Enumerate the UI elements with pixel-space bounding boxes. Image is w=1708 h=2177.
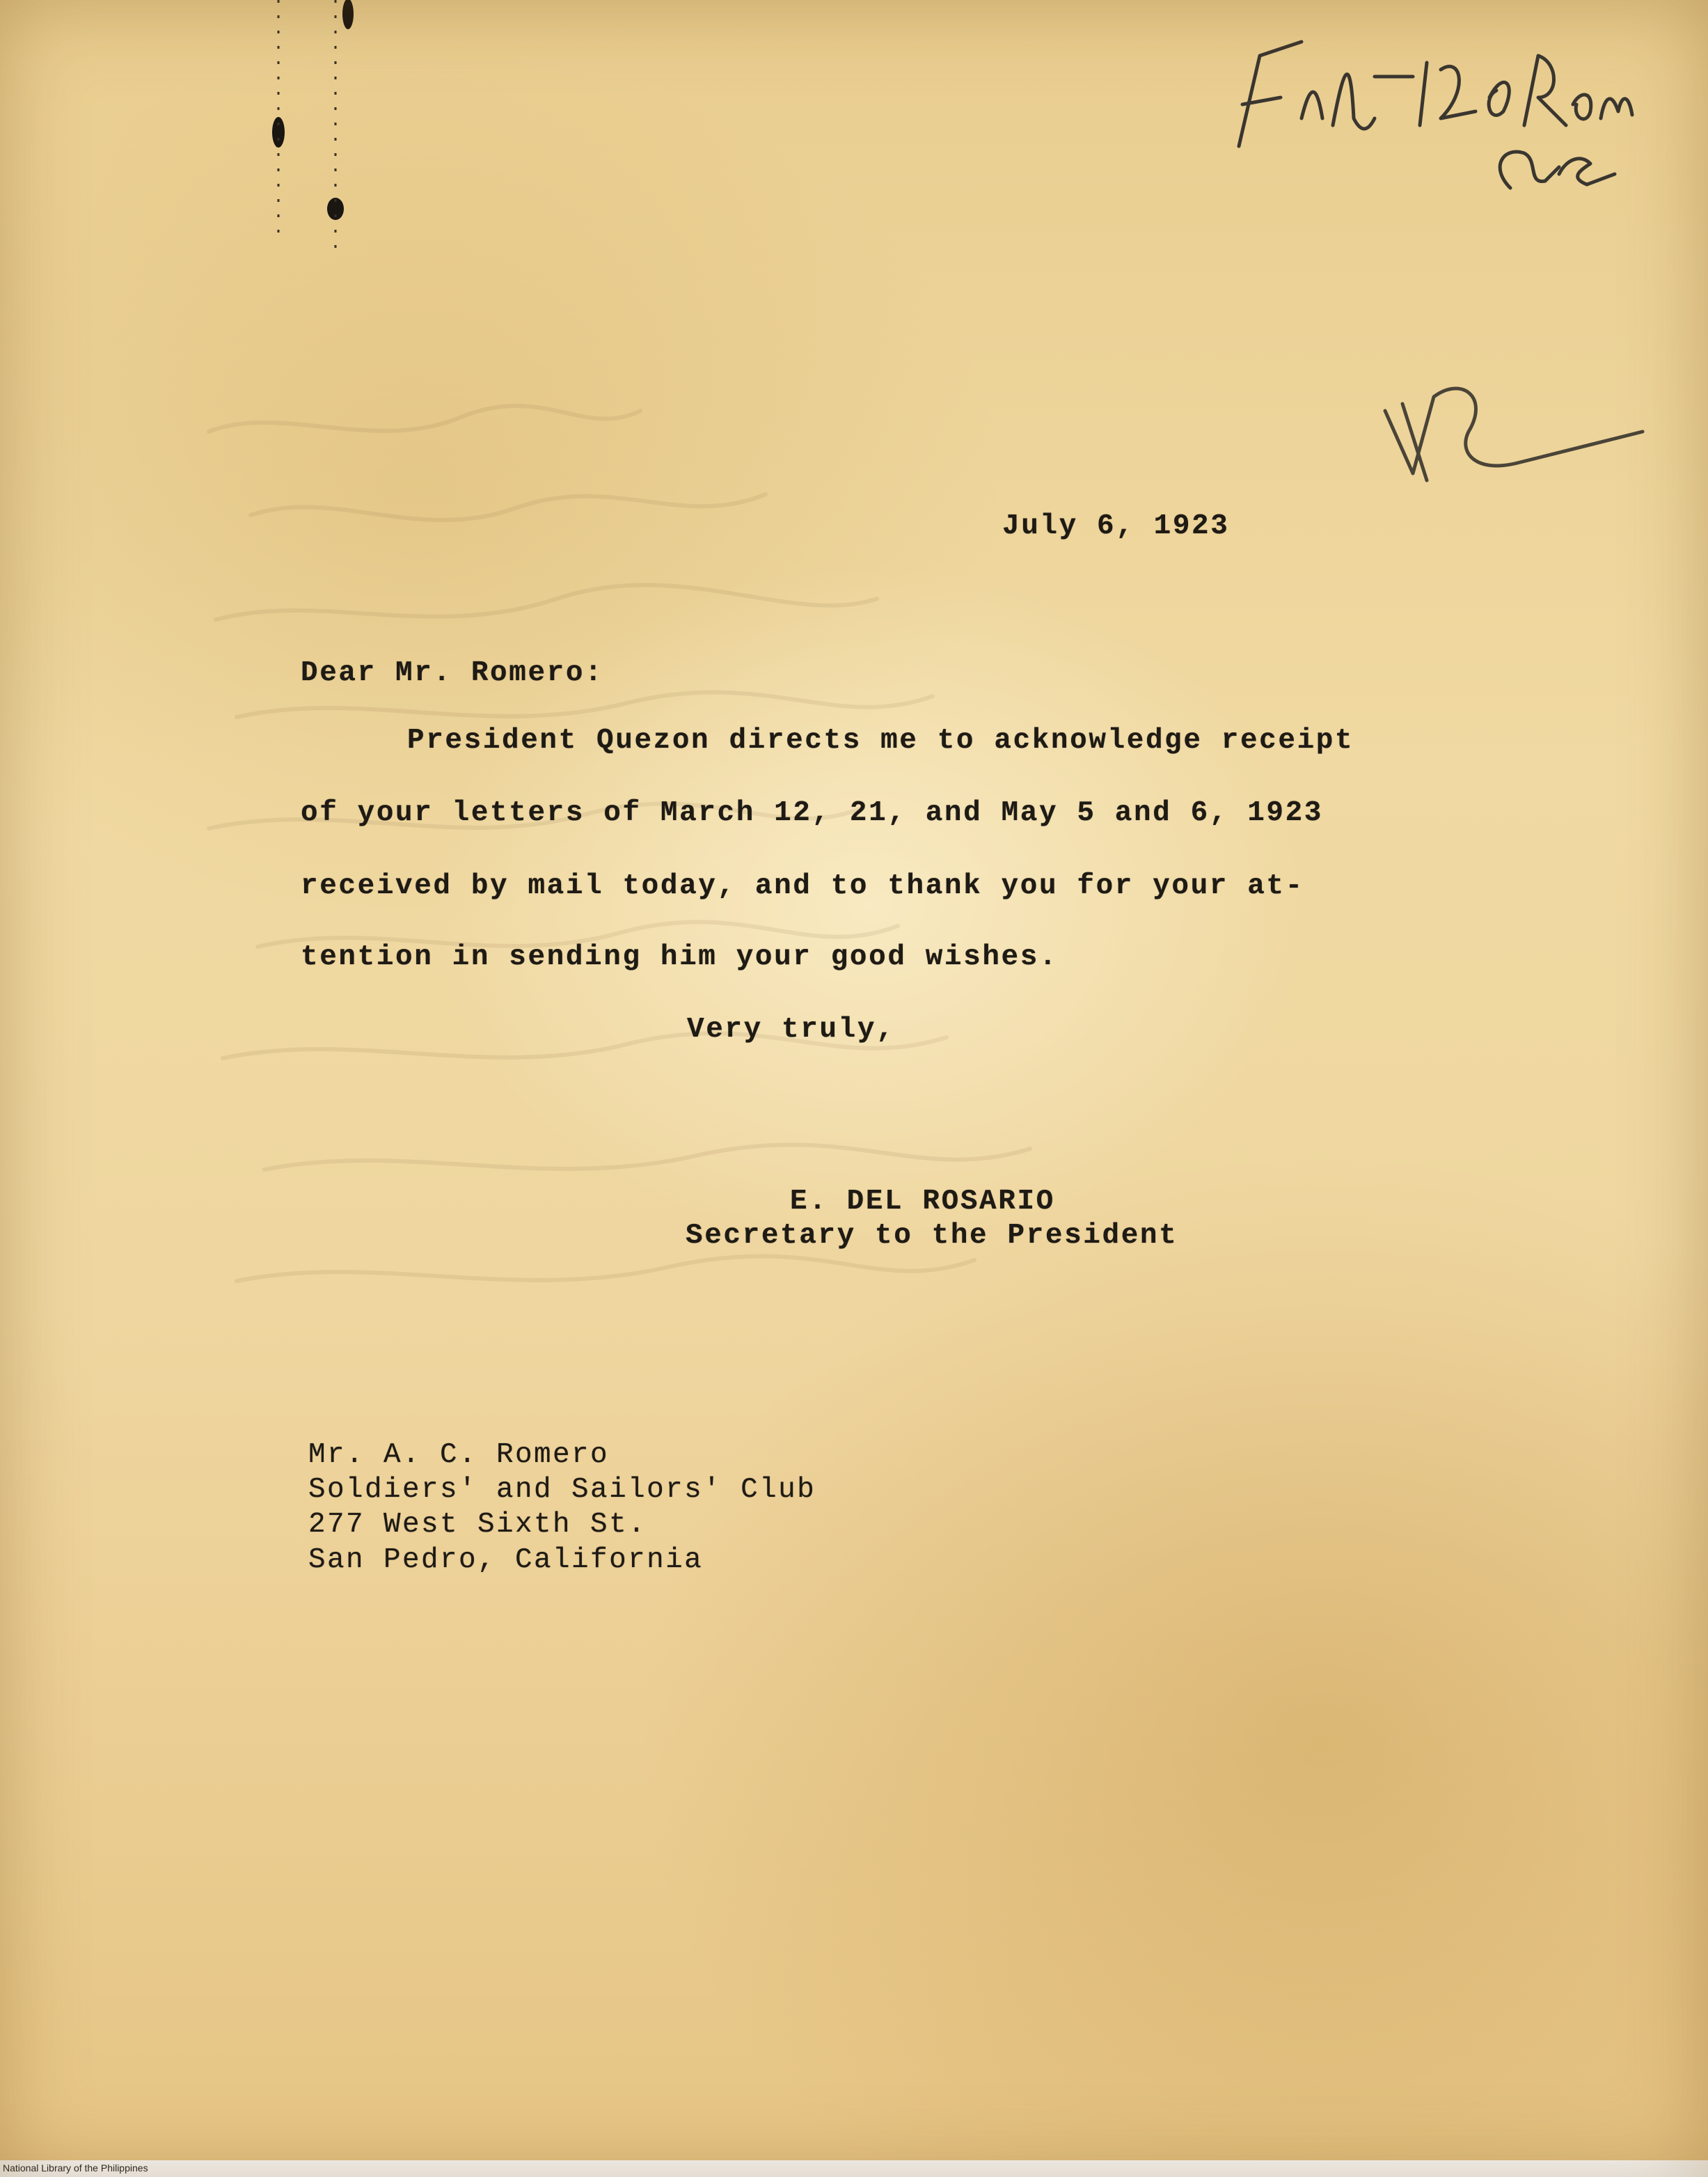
body-line: of your letters of March 12, 21, and May 5 and 6, 1923 (301, 797, 1324, 829)
address-line: Mr. A. C. Romero (308, 1439, 610, 1471)
archive-footer-strip (0, 2160, 1708, 2177)
handwritten-file-notation (1211, 28, 1656, 195)
signatory-name: E. DEL ROSARIO (790, 1186, 1055, 1218)
salutation: Dear Mr. Romero: (301, 657, 604, 689)
body-line: tention in sending him your good wishes. (301, 941, 1059, 973)
body-line: received by mail today, and to thank you for your at- (301, 870, 1304, 902)
body-line: President Quezon directs me to acknowledge receipt (407, 725, 1354, 757)
complimentary-closing: Very truly, (687, 1014, 896, 1046)
archive-footer-caption: National Library of the Philippines (3, 2162, 148, 2174)
address-line: Soldiers' and Sailors' Club (308, 1474, 816, 1506)
address-line: 277 West Sixth St. (308, 1509, 647, 1541)
letter-date: July 6, 1923 (1002, 510, 1230, 542)
reverse-side-ink-bleed (195, 390, 1239, 1434)
handwritten-check-mark (1364, 369, 1656, 536)
staple-holes (251, 0, 362, 251)
address-line: San Pedro, California (308, 1544, 704, 1576)
signatory-title: Secretary to the President (686, 1220, 1178, 1252)
